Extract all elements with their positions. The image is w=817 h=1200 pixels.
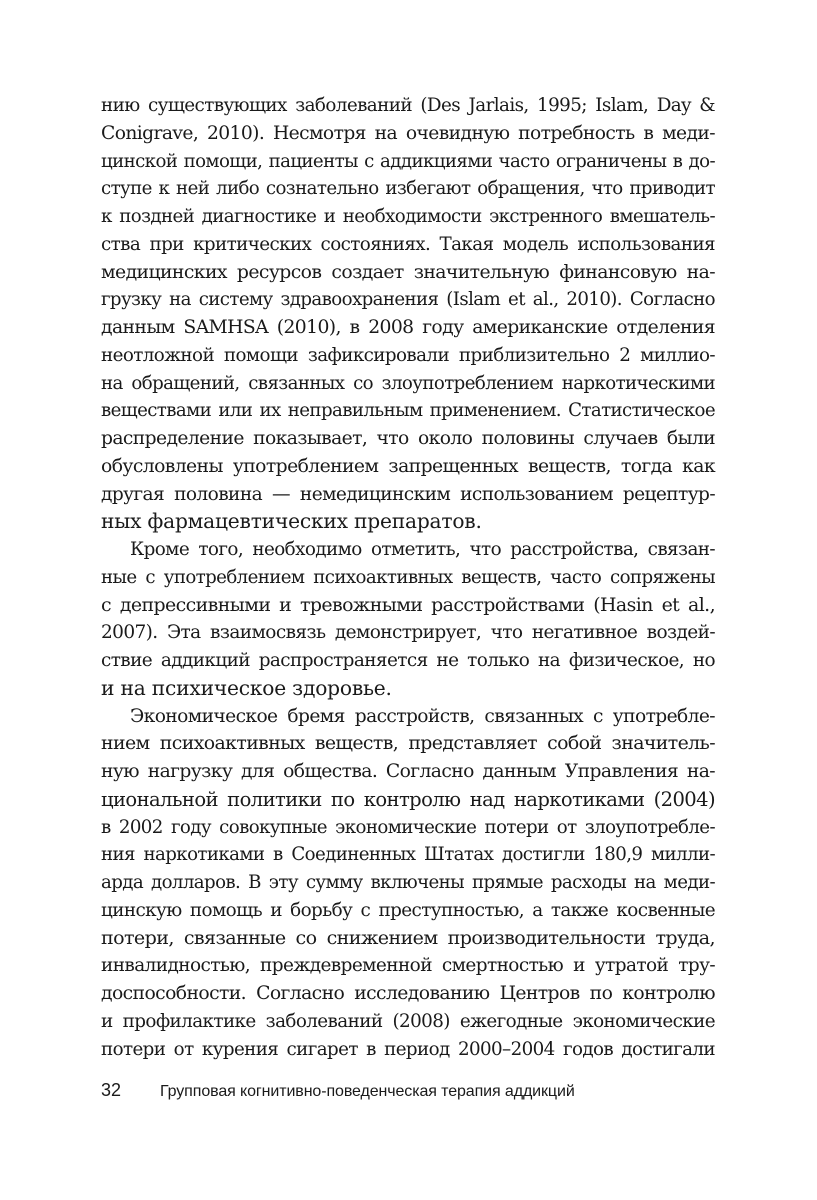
text-line: ствие аддикций распространяется не только на физическое, но xyxy=(101,650,715,671)
body-text xyxy=(101,92,715,1063)
text-line: ния наркотиками в Соединенных Штатах достигли 180,9 милли- xyxy=(101,844,715,866)
text-line: на обращений, связанных со злоупотреблением наркотическими xyxy=(101,372,715,394)
running-title: Групповая когнитивно-поведенческая терапия аддикций xyxy=(160,1083,575,1100)
text-line: ных фармацевтических препаратов. xyxy=(101,509,482,534)
text-line: данным SAMHSA (2010), в 2008 году американские отделения xyxy=(101,317,715,338)
text-line: нием психоактивных веществ, представляет собой значитель- xyxy=(101,732,715,755)
text-line: Conigrave, 2010). Несмотря на очевидную потребность в меди- xyxy=(101,122,715,144)
text-line: распределение показывает, что около половины случаев были xyxy=(101,428,715,449)
text-line: нию существующих заболеваний (Des Jarlais, 1995; Islam, Day & xyxy=(101,95,715,116)
text-line: доспособности. Согласно исследованию Центров по контролю xyxy=(101,983,715,1004)
text-line: к поздней диагностике и необходимости экстренного вмешатель- xyxy=(101,206,715,227)
text-line: ступе к ней либо сознательно избегают обращения, что приводит xyxy=(101,178,715,200)
text-line: арда долларов. В эту сумму включены прямые расходы на меди- xyxy=(101,872,715,893)
text-line: 2007). Эта взаимосвязь демонстрирует, что негативное воздей- xyxy=(101,622,715,644)
page-number: 32 xyxy=(101,1080,122,1100)
text-line: потери от курения сигарет в период 2000–2004 годов достигали xyxy=(101,1038,715,1060)
text-line: потери, связанные со снижением производительности труда, xyxy=(101,926,715,949)
text-line: и на психическое здоровье. xyxy=(101,675,392,700)
text-line: веществами или их неправильным применением. Статистическое xyxy=(101,400,715,422)
text-line: с депрессивными и тревожными расстройствами (Hasin et al., xyxy=(101,593,715,616)
text-line: грузку на систему здравоохранения (Islam et al., 2010). Согласно xyxy=(101,289,715,311)
text-line: ные с употреблением психоактивных веществ, часто сопряжены xyxy=(101,566,715,588)
text-line: обусловлены употреблением запрещенных веществ, тогда как xyxy=(101,455,715,477)
text-line: ства при критических состояниях. Такая модель использования xyxy=(101,233,715,255)
text-line: другая половина — немедицинским использованием рецептур- xyxy=(101,483,715,505)
text-line: неотложной помощи зафиксировали приблизительно 2 миллио- xyxy=(101,344,715,366)
text-line: инвалидностью, преждевременной смертностью и утратой тру- xyxy=(101,955,715,977)
text-line: и профилактике заболеваний (2008) ежегодные экономические xyxy=(101,1010,715,1032)
text-line: циональной политики по контролю над наркотиками (2004) xyxy=(101,787,715,811)
text-line: в 2002 году совокупные экономические потери от злоупотребле- xyxy=(101,816,715,838)
text-line: цинскую помощь и борьбу с преступностью, а также косвенные xyxy=(101,899,715,921)
text-line: Экономическое бремя расстройств, связанных с употребле- xyxy=(130,705,715,727)
text-line: медицинских ресурсов создает значительную финансовую на- xyxy=(101,261,715,283)
text-line: Кроме того, необходимо отметить, что расстройства, связан- xyxy=(130,539,715,560)
text-line: цинской помощи, пациенты с аддикциями часто ограничены в до- xyxy=(101,150,715,172)
page-footer xyxy=(101,1080,575,1101)
text-line: ную нагрузку для общества. Согласно данным Управления на- xyxy=(101,761,715,782)
